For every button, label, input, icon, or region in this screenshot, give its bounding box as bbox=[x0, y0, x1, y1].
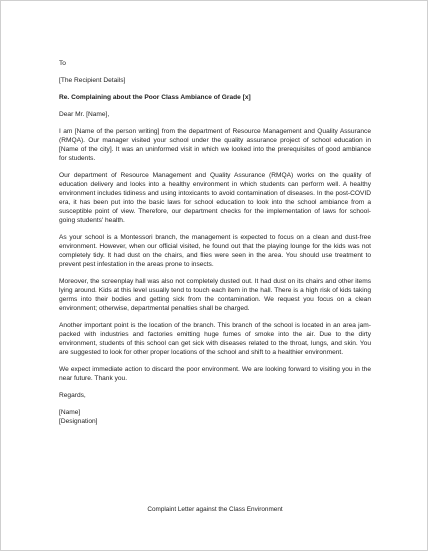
signature-name: [Name] bbox=[59, 409, 81, 416]
page-caption: Complaint Letter against the Class Environment bbox=[147, 506, 283, 513]
letter-body bbox=[59, 59, 371, 426]
subject-line: Re. Complaining about the Poor Class Ambiance of Grade [x] bbox=[59, 94, 251, 101]
paragraph-intro: I am [Name of the person writing] from the department of Resource Management and Quality Assurance (RMQA). Our manager visited your school under the quality assurance project of school education in [Name of the city]. It was an uninformed visit in which we looked into the prerequisites of good ambiance for students. bbox=[59, 128, 371, 162]
paragraph-expectation: We expect immediate action to discard the poor environment. We are looking forward to visiting you in the near future. Thank you. bbox=[59, 366, 371, 382]
paragraph-department: Our department of Resource Management and Quality Assurance (RMQA) works on the quality of education delivery and looks into a healthy environment in which students can perform well. A healthy environment includes tidiness and using intoxicants to avoid contamination of diseases. In the post-COVID era, it has been put into the basic laws for school education to look into the school ambiance from a susceptible point of view. Therefore, our department checks for the implementation of laws for school-going students' health. bbox=[59, 172, 371, 224]
paragraph-montessori: As your school is a Montessori branch, the management is expected to focus on a clean and dust-free environment. However, when our official visited, he found out that the playing lounge for the kids was not completely tidy. It had dust on the chairs, and flies were seen in the area. You should use treatment to prevent pest infestation in the areas prone to insects. bbox=[59, 234, 371, 268]
recipient-details: [The Recipient Details] bbox=[59, 77, 126, 84]
paragraph-location: Another important point is the location of the branch. This branch of the school is located in an area jam-packed with industries and factories emitting huge fumes of smoke into the air. Due to the dirty environment, students of this school can get sick with diseases related to the throat, lungs, and skin. You are suggested to look for other proper locations of the school and shift to a healthier environment. bbox=[59, 322, 371, 356]
signature-designation: [Designation] bbox=[59, 418, 98, 425]
salutation: Dear Mr. [Name], bbox=[59, 111, 110, 118]
closing: Regards, bbox=[59, 392, 86, 399]
paragraph-screenplay-hall: Moreover, the screenplay hall was also not completely dusted out. It had dust on its chairs and other items lying around. Kids at this level usually tend to touch each item in the hall. There is a high risk of kids taking germs into their bodies and getting sick from the contamination. We request you focus on a clean environment; otherwise, departmental penalties shall be charged. bbox=[59, 278, 371, 312]
to-line: To bbox=[59, 60, 66, 67]
